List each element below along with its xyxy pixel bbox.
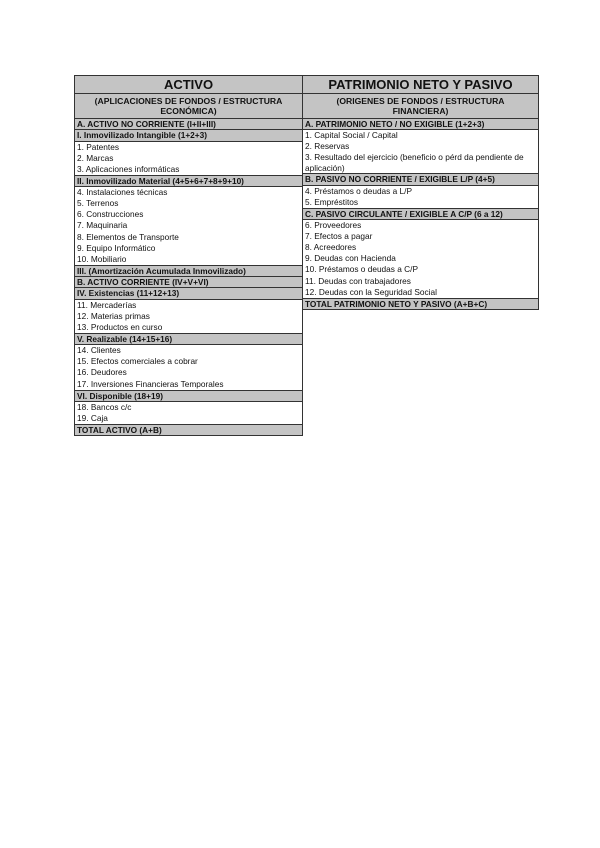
list-item: 9. Equipo Informático [77,242,156,253]
list-item: 4. Préstamos o deudas a L/P [305,185,413,196]
activo-subtitle: (APLICACIONES DE FONDOS / ESTRUCTURA ECONÓMICA) [75,94,302,119]
list-item: 7. Efectos a pagar [305,231,373,242]
realizable-list [75,345,302,390]
list-item: 6. Construcciones [77,209,144,220]
inmovilizado-material-list [75,187,302,266]
list-item: 17. Inversiones Financieras Temporales [77,378,224,389]
list-item: 14. Clientes [77,345,121,356]
total-patrimonio-pasivo: TOTAL PATRIMONIO NETO Y PASIVO (A+B+C) [303,299,538,310]
list-item: 1. Patentes [77,141,119,152]
list-item: 5. Terrenos [77,198,119,209]
list-item: 5. Empréstitos [305,196,359,207]
activo-title: ACTIVO [75,75,302,94]
activo-column [74,75,303,436]
inmovilizado-intangible-list [75,142,302,176]
list-item: 4. Instalaciones técnicas [77,187,168,198]
realizable-header: V. Realizable (14+15+16) [75,334,302,345]
list-item: 6. Proveedores [305,220,362,231]
patrimonio-neto-list [303,130,538,174]
list-item: 10. Préstamos o deudas a C/P [305,264,418,275]
list-item: 11. Deudas con trabajadores [305,275,411,286]
pasivo-column [302,75,539,310]
list-item: 8. Acreedores [305,242,357,253]
list-item: 11. Mercaderías [77,299,137,310]
activo-no-corriente-header: A. ACTIVO NO CORRIENTE (I+II+III) [75,119,302,130]
list-item: 15. Efectos comerciales a cobrar [77,356,198,367]
list-item: 8. Elementos de Transporte [77,231,179,242]
pasivo-subtitle: (ORIGENES DE FONDOS / ESTRUCTURA FINANCIERA) [303,94,538,119]
pasivo-title: PATRIMONIO NETO Y PASIVO [303,75,538,94]
list-item: 18. Bancos c/c [77,401,132,412]
disponible-list [75,402,302,425]
list-item: 19. Caja [77,413,108,424]
inmovilizado-intangible-header: I. Inmovilizado Intangible (1+2+3) [75,130,302,141]
pasivo-circulante-header: C. PASIVO CIRCULANTE / EXIGIBLE A C/P (6 a 12) [303,209,538,220]
activo-corriente-header: B. ACTIVO CORRIENTE (IV+V+VI) [75,277,302,288]
pasivo-no-corriente-header: B. PASIVO NO CORRIENTE / EXIGIBLE L/P (4+5) [303,174,538,185]
list-item: 3. Resultado del ejercicio (beneficio o pérd da pendiente de aplicación) [305,152,524,173]
list-item: 12. Deudas con la Seguridad Social [305,286,437,297]
inmovilizado-material-header: II. Inmovilizado Material (4+5+6+7+8+9+10) [75,176,302,187]
disponible-header: VI. Disponible (18+19) [75,391,302,402]
list-item: 7. Maquinaria [77,220,128,231]
list-item: 9. Deudas con Hacienda [305,253,396,264]
patrimonio-neto-header: A. PATRIMONIO NETO / NO EXIGIBLE (1+2+3) [303,119,538,130]
list-item: 10. Mobiliario [77,253,127,264]
list-item: 2. Marcas [77,152,114,163]
amortizacion-header: III. (Amortización Acumulada Inmovilizado) [75,266,302,277]
list-item: 3. Aplicaciones informáticas [77,163,180,174]
existencias-header: IV. Existencias (11+12+13) [75,288,302,299]
list-item: 13. Productos en curso [77,321,163,332]
total-activo: TOTAL ACTIVO (A+B) [75,425,302,436]
list-item: 1. Capital Social / Capital [305,130,398,141]
pasivo-circulante-list [303,220,538,299]
list-item: 12. Materias primas [77,310,150,321]
existencias-list [75,300,302,334]
pasivo-no-corriente-list [303,186,538,209]
list-item: 2. Reservas [305,141,350,152]
list-item: 16. Deudores [77,367,127,378]
